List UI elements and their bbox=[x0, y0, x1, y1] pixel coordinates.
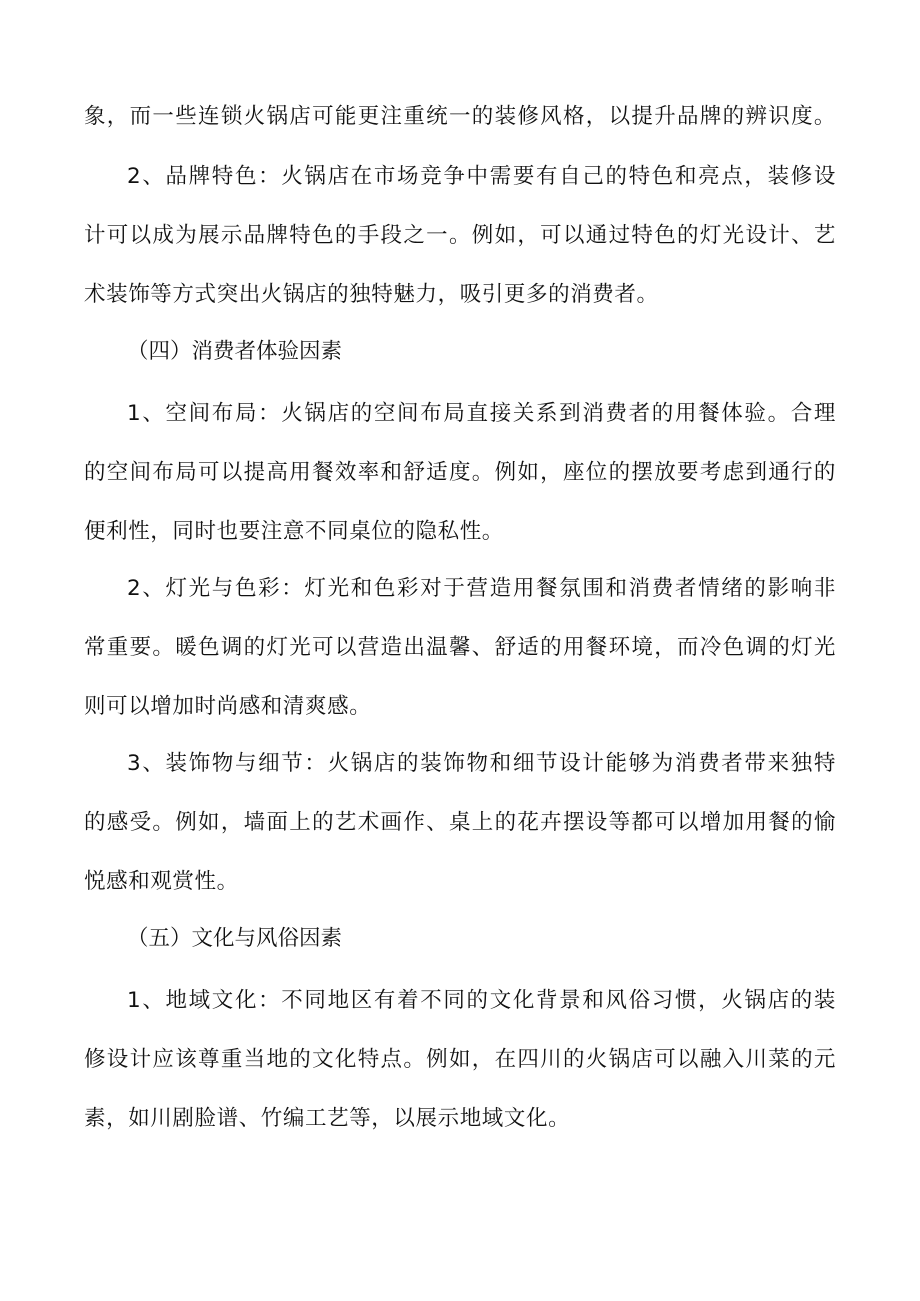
continuation-line bbox=[84, 102, 836, 132]
paragraph-line bbox=[84, 162, 836, 192]
section-heading-culture-custom: （五）文化与风俗因素 bbox=[127, 926, 343, 951]
paragraph-line bbox=[84, 808, 836, 838]
line-text: 1、空间布局：火锅店的空间布局直接关系到消费者的用餐体验。合理 bbox=[127, 401, 836, 426]
document-body bbox=[84, 102, 836, 1161]
paragraph-line bbox=[84, 280, 836, 310]
line-text: 2、品牌特色：火锅店在市场竞争中需要有自己的特色和亮点，装修设 bbox=[127, 164, 836, 189]
section-heading-consumer-experience: （四）消费者体验因素 bbox=[127, 339, 343, 364]
paragraph-line bbox=[84, 574, 836, 604]
paragraph-brand-feature bbox=[84, 162, 836, 310]
line-text: 的感受。例如，墙面上的艺术画作、桌上的花卉摆设等都可以增加用餐的愉 bbox=[84, 810, 836, 835]
continuation-text: 象，而一些连锁火锅店可能更注重统一的装修风格，以提升品牌的辨识度。 bbox=[84, 104, 836, 129]
paragraph-line bbox=[84, 692, 836, 722]
paragraph-decor-detail bbox=[84, 749, 836, 897]
paragraph-line bbox=[84, 1045, 836, 1075]
paragraph-regional-culture bbox=[84, 986, 836, 1134]
paragraph-space-layout bbox=[84, 399, 836, 547]
line-text: 修设计应该尊重当地的文化特点。例如，在四川的火锅店可以融入川菜的元 bbox=[84, 1047, 836, 1072]
line-text: 1、地域文化：不同地区有着不同的文化背景和风俗习惯，火锅店的装 bbox=[127, 988, 836, 1013]
line-text: 计可以成为展示品牌特色的手段之一。例如，可以通过特色的灯光设计、艺 bbox=[84, 223, 836, 248]
line-text: 3、装饰物与细节：火锅店的装饰物和细节设计能够为消费者带来独特 bbox=[127, 751, 836, 776]
paragraph-line bbox=[84, 1104, 836, 1134]
line-text: 2、灯光与色彩：灯光和色彩对于营造用餐氛围和消费者情绪的影响非 bbox=[127, 576, 836, 601]
line-text: 素，如川剧脸谱、竹编工艺等，以展示地域文化。 bbox=[84, 1106, 571, 1131]
paragraph-light-color bbox=[84, 574, 836, 722]
paragraph-line bbox=[84, 399, 836, 429]
paragraph-line bbox=[84, 221, 836, 251]
paragraph-line bbox=[84, 458, 836, 488]
paragraph-line bbox=[84, 633, 836, 663]
line-text: 常重要。暖色调的灯光可以营造出温馨、舒适的用餐环境，而冷色调的灯光 bbox=[84, 635, 836, 660]
line-text: 便利性，同时也要注意不同桌位的隐私性。 bbox=[84, 519, 504, 544]
line-text: 术装饰等方式突出火锅店的独特魅力，吸引更多的消费者。 bbox=[84, 282, 659, 307]
line-text: 悦感和观赏性。 bbox=[84, 869, 239, 894]
paragraph-line bbox=[84, 517, 836, 547]
line-text: 则可以增加时尚感和清爽感。 bbox=[84, 694, 372, 719]
line-text: 的空间布局可以提高用餐效率和舒适度。例如，座位的摆放要考虑到通行的 bbox=[84, 460, 836, 485]
paragraph-line bbox=[84, 986, 836, 1016]
paragraph-line bbox=[84, 749, 836, 779]
paragraph-line bbox=[84, 867, 836, 897]
